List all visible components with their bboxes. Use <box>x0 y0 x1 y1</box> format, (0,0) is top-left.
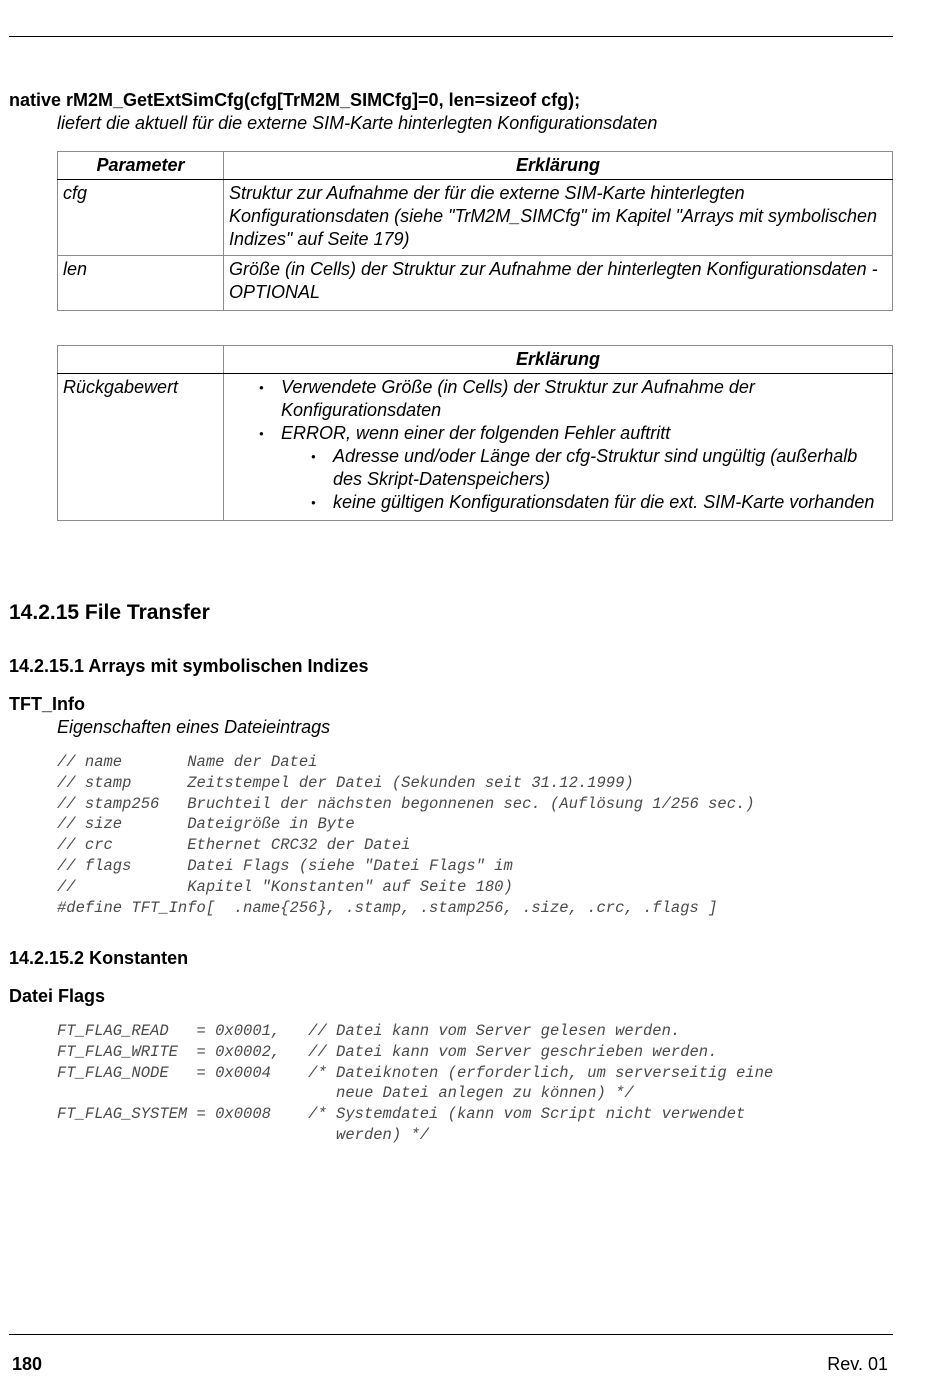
explanation-header: Erklärung <box>224 346 893 374</box>
file-flags-title: Datei Flags <box>9 986 106 1006</box>
code-line: // size Dateigröße in Byte <box>57 815 355 834</box>
return-table <box>57 345 893 521</box>
page-number: 180 <box>12 1354 43 1374</box>
list-item: ● keine gültigen Konfigurationsdaten für die ext. SIM-Karte vorhanden <box>333 491 887 514</box>
code-line: FT_FLAG_SYSTEM = 0x0008 /* Systemdatei (kann vom Script nicht verwendet <box>57 1105 746 1124</box>
tft-info-description: Eigenschaften eines Dateieintrags <box>57 717 331 737</box>
code-line: FT_FLAG_READ = 0x0001, // Datei kann vom Server gelesen werden. <box>57 1022 681 1040</box>
code-line: #define TFT_Info[ .name{256}, .stamp, .stamp256, .size, .crc, .flags ] <box>57 898 718 917</box>
code-line: werden) */ <box>57 1125 430 1144</box>
list-item: ● Adresse und/oder Länge der cfg-Struktur sind ungültig (außerhalb des Skript-Datenspeichers) <box>333 445 887 491</box>
code-line: // stamp256 Bruchteil der nächsten begonnenen sec. (Auflösung 1/256 sec.) <box>57 794 755 813</box>
code-line: // crc Ethernet CRC32 der Datei <box>57 836 411 855</box>
table-row <box>58 256 893 311</box>
subsection-title-arrays: 14.2.15.1 Arrays mit symbolischen Indizes <box>9 656 369 676</box>
code-line: // flags Datei Flags (siehe "Datei Flags" im <box>57 856 513 875</box>
code-line: // stamp Zeitstempel der Datei (Sekunden seit 31.12.1999) <box>57 773 634 792</box>
code-line: // name Name der Datei <box>57 753 318 771</box>
function-description: liefert die aktuell für die externe SIM-Karte hinterlegten Konfigurationsdaten <box>57 113 658 133</box>
code-line: // Kapitel "Konstanten" auf Seite 180) <box>57 877 513 896</box>
return-table-header <box>58 346 893 374</box>
revision-label: Rev. 01 <box>827 1354 888 1374</box>
empty-header-cell <box>58 346 224 374</box>
param-desc: Größe (in Cells) der Struktur zur Aufnahme der hinterlegten Konfigurationsdaten - OPTIONAL <box>224 256 893 311</box>
function-signature: native rM2M_GetExtSimCfg(cfg[TrM2M_SIMCfg]=0, len=sizeof cfg); <box>9 90 581 110</box>
param-desc: Struktur zur Aufnahme der für die externe SIM-Karte hinterlegten Konfigurationsdaten (siehe "TrM2M_SIMCfg" im Kapitel "Arrays mit symbolischen Indizes" auf Seite 179) <box>224 180 893 256</box>
param-name: cfg <box>58 180 224 256</box>
table-row <box>58 180 893 256</box>
subsection-title-constants: 14.2.15.2 Konstanten <box>9 948 189 968</box>
footer-rule <box>9 1334 893 1335</box>
return-list <box>229 376 887 514</box>
header-rule <box>9 36 893 37</box>
error-sublist <box>281 445 887 514</box>
code-line: FT_FLAG_WRITE = 0x0002, // Datei kann vom Server geschrieben werden. <box>57 1042 718 1061</box>
parameter-table-header <box>58 152 893 180</box>
list-item: ● Verwendete Größe (in Cells) der Struktur zur Aufnahme der Konfigurationsdaten <box>281 376 887 422</box>
tft-info-code <box>57 752 755 918</box>
list-item <box>281 422 887 514</box>
explanation-header: Erklärung <box>224 152 893 180</box>
return-label: Rückgabewert <box>58 374 224 521</box>
return-desc <box>224 374 893 521</box>
file-flags-code <box>57 1021 773 1146</box>
section-title: 14.2.15 File Transfer <box>9 601 210 624</box>
parameter-table <box>57 151 893 311</box>
table-row <box>58 374 893 521</box>
code-line: neue Datei anlegen zu können) */ <box>57 1084 634 1103</box>
code-line: FT_FLAG_NODE = 0x0004 /* Dateiknoten (erforderlich, um serverseitig eine <box>57 1063 774 1082</box>
list-item-text: ERROR, wenn einer der folgenden Fehler auftritt <box>281 423 671 443</box>
tft-info-title: TFT_Info <box>9 694 85 714</box>
param-name: len <box>58 256 224 311</box>
parameter-header: Parameter <box>58 152 224 180</box>
